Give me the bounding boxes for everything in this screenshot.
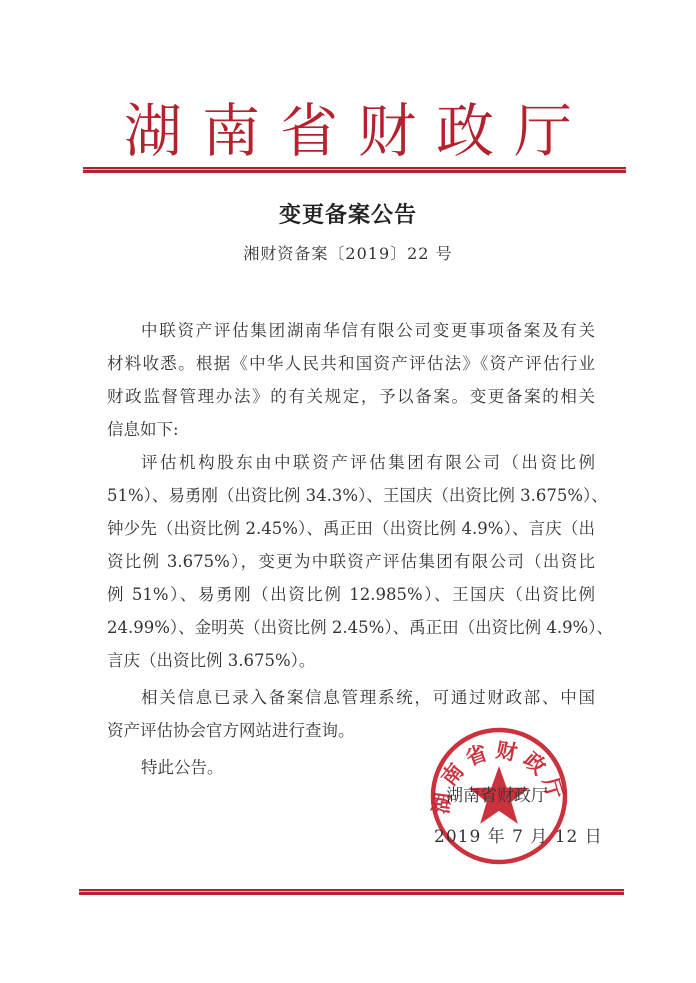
text-line: 相关信息已录入备案信息管理系统，可通过财政部、中国 (141, 688, 595, 707)
masthead-title: 湖南省财政厅 (123, 97, 592, 165)
text-line: 信息如下: (107, 420, 179, 439)
text-line: 资比例 3.675%），变更为中联资产评估集团有限公司（出资比 (107, 552, 595, 571)
paragraph-intro (107, 314, 595, 446)
text-line: 24.99%）、金明英（出资比例 2.45%）、禹正田（出资比例 4.9%）、 (107, 618, 613, 637)
document-number: 湘财资备案〔2019〕22 号 (243, 244, 453, 263)
text-line: 特此公告。 (141, 758, 224, 777)
text-line: 51%）、易勇刚（出资比例 34.3%）、王国庆（出资比例 3.675%）、 (107, 486, 608, 505)
document-body (107, 314, 613, 784)
footer-rule (79, 889, 624, 895)
text-line: 言庆（出资比例 3.675%）。 (107, 651, 316, 670)
document-title: 变更备案公告 (278, 202, 417, 228)
paragraph-shareholders (107, 446, 613, 677)
text-line: 财政监督管理办法》的有关规定，予以备案。变更备案的相关 (107, 387, 595, 406)
text-line: 中联资产评估集团湖南华信有限公司变更事项备案及有关 (141, 321, 595, 340)
text-line: 资产评估协会官方网站进行查询。 (107, 721, 355, 740)
signature-date: 2019 年 7 月 12 日 (434, 827, 603, 847)
text-line: 例 51%）、易勇刚（出资比例 12.985%）、王国庆（出资比例 (107, 585, 595, 604)
text-line: 材料收悉。根据《中华人民共和国资产评估法》《资产评估行业 (107, 354, 595, 373)
text-line: 评估机构股东由中联资产评估集团有限公司（出资比例 (141, 453, 595, 472)
masthead-rule (83, 167, 626, 173)
svg-text:湖南省财政厅: 湖南省财政厅 (429, 737, 569, 816)
signer-name: 湖南省财政厅 (446, 786, 548, 806)
text-line: 钟少先（出资比例 2.45%）、禹正田（出资比例 4.9%）、言庆（出 (107, 519, 595, 538)
